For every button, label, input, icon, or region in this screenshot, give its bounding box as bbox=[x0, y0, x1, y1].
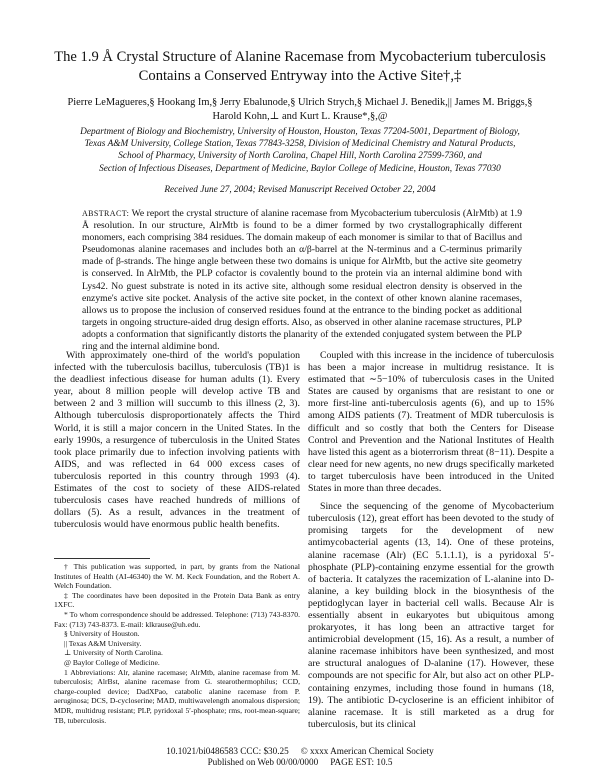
page-estimate: PAGE EST: 10.5 bbox=[330, 757, 393, 767]
copyright: © xxxx American Chemical Society bbox=[300, 746, 434, 756]
footnote: ⊥ University of North Carolina. bbox=[64, 648, 163, 658]
received-dates: Received June 27, 2004; Revised Manuscript Received October 22, 2004 bbox=[164, 185, 436, 195]
body-paragraph: Since the sequencing of the genome of Mycobacterium tuberculosis (12), great effort has been devoted to the study of promising targets for the development of new antimycobacterial agents (13, 14). One of these proteins, alanine racemase (Alr) (EC 5.1.1.1), is a pyridoxal 5′-phosphate (PLP)-containing enzyme essential for the growth of bacteria. It catalyzes the racemization of L-alanine into D-alanine, a key building block in the biosynthesis of the peptidoglycan layer in bacterial cell walls. Because Alr is essentially absent in eukaryotes but ubiquitous among prokaryotes, it has long been an attractive target for antimicrobial development (15, 16). As a result, a number of alanine racemase inhibitors have been synthesized, and most are structural analogues of D-alanine (17). However, these compounds are not specific for Alr, but also act on other PLP-containing enzymes, including those found in humans (18, 19). The antibiotic D-cycloserine is an efficient inhibitor of alanine racemase. It is still marketed as a drug for tuberculosis, but its clinical bbox=[308, 501, 554, 730]
published-date: Published on Web 00/00/0000 bbox=[207, 757, 319, 767]
footer-line-2 bbox=[0, 757, 600, 768]
authors-line-1: Pierre LeMagueres,§ Hookang Im,§ Jerry Ebalunode,§ Ulrich Strych,§ Michael J. Benedik,|| James M. Briggs,§ bbox=[67, 97, 533, 108]
body-paragraph: With approximately one-third of the world's population infected with the tuberculosis bacillus, tuberculosis (TB)1 is the deadliest infectious disease for human adults (1). Every year, about 8 million people will develop active TB and between 2 and 3 million will succumb to this illness (2, 3). Although tuberculosis disproportionately affects the Third World, it is still a major concern in the United States. In the early 1990s, a resurgence of tuberculosis in the United States took place primarily due to infection involving patients with AIDS, and was reflected in 64 000 excess cases of tuberculosis reported in this country through 1993 (4). Estimates of the cost to society of these AIDS-related tuberculosis cases have reached hundreds of millions of dollars (5). As a result, advances in the treatment of tuberculosis would have enormous public health benefits. bbox=[54, 350, 300, 531]
affiliation-line: School of Pharmacy, University of North Carolina, Chapel Hill, North Carolina 27599-7360, and bbox=[118, 151, 482, 162]
footnote: ‡ The coordinates have been deposited in the Protein Data Bank as entry 1XFC. bbox=[54, 590, 300, 610]
affiliation-line: Department of Biology and Biochemistry, University of Houston, Houston, Texas 77204-5001, Department of Biology, bbox=[80, 127, 520, 137]
footnote: § University of Houston. bbox=[64, 629, 140, 639]
footnote: 1 Abbreviations: Alr, alanine racemase; AlrMtb, alanine racemase from M. tuberculosis; AlrBst, alanine racemase from G. stearothermophilus; CCD, charge-coupled device; DadXPao, catabolic alanine racemase from P. aeruginosa; DCS, D-cycloserine; MAD, multiwavelength anomalous dispersion; MDR, multidrug resistant; PLP, pyridoxal 5′-phosphate; rms, root-mean-square; TB, tuberculosis. bbox=[54, 667, 300, 725]
affiliation-line: Texas A&M University, College Station, Texas 77843-3258, Division of Medicinal Chemistry and Natural Products, bbox=[84, 139, 516, 150]
body-paragraph: Coupled with this increase in the incidence of tuberculosis has been a major increase in multidrug resistance. It is estimated that ∼5−10% of tuberculosis cases in the United States are caused by organisms that are resistant to one or more first-line anti-tuberculosis agents (6), and up to 15% among AIDS patients (7). Treatment of MDR tuberculosis is difficult and so costly that both the Centers for Disease Control and Prevention and the National Institutes of Health have listed this agent as a bioterrorism threat (8−11). Despite a clear need for new agents, no new drugs specifically marketed to target tuberculosis have been introduced in the United States in more than three decades. bbox=[308, 350, 554, 495]
footnote: † This publication was supported, in part, by grants from the National Institutes of Health (AI-46340) the W. M. Keck Foundation, and the Robert A. Welch Foundation. bbox=[54, 562, 300, 591]
abstract-label: ABSTRACT: bbox=[82, 209, 130, 218]
abstract bbox=[82, 208, 522, 353]
body-column-right bbox=[308, 350, 554, 731]
doi-line: 10.1021/bi0486583 CCC: $30.25 bbox=[166, 746, 289, 756]
paper-title bbox=[40, 48, 560, 86]
affiliations bbox=[40, 126, 560, 175]
page-footer bbox=[0, 746, 600, 768]
title-line-1: The 1.9 Å Crystal Structure of Alanine Racemase from Mycobacterium tuberculosis bbox=[54, 49, 546, 65]
footnote-divider bbox=[54, 558, 150, 559]
footnote: @ Baylor College of Medicine. bbox=[64, 657, 160, 667]
title-line-2: Contains a Conserved Entryway into the Active Site†,‡ bbox=[138, 68, 462, 84]
abstract-text: We report the crystal structure of alanine racemase from Mycobacterium tuberculosis (AlrMtb) at 1.9 Å resolution. In our structure, AlrMtb is found to be a dimer formed by two crystallographically different monomers, each comprising 384 residues. The domain makeup of each monomer is similar to that of Bacillus and Pseudomonas alanine racemases and includes both an α/β-barrel at the N-terminus and a C-terminus primarily made of β-strands. The hinge angle between these two domains is unique for AlrMtb, but the active site geometry is conserved. In AlrMtb, the PLP cofactor is covalently bound to the protein via an internal aldimine bond with Lys42. No guest substrate is noted in its active site, although some residual electron density is observed in the enzyme's active site pocket. Analysis of the active site pocket, in the context of other known alanine racemases, allows us to propose the inclusion of conserved residues found at the entrance to the binding pocket as additional targets in ongoing structure-aided drug design efforts. Also, as observed in other alanine racemase structures, PLP adopts a conformation that significantly distorts the planarity of the extended conjugated system between the PLP ring and the internal aldimine bond. bbox=[82, 208, 522, 353]
author-list bbox=[40, 96, 560, 124]
footnotes bbox=[54, 562, 300, 725]
footer-line-1 bbox=[0, 746, 600, 757]
authors-line-2: Harold Kohn,⊥ and Kurt L. Krause*,§,@ bbox=[212, 111, 388, 122]
body-column-left bbox=[54, 350, 300, 531]
footnote: || Texas A&M University. bbox=[64, 638, 142, 648]
footnote: * To whom correspondence should be addressed. Telephone: (713) 743-8370. Fax: (713) 743-8373. E-mail: klkrause@uh.edu. bbox=[54, 609, 300, 629]
affiliation-line: Section of Infectious Diseases, Department of Medicine, Baylor College of Medicine, Houston, Texas 77030 bbox=[99, 163, 501, 174]
